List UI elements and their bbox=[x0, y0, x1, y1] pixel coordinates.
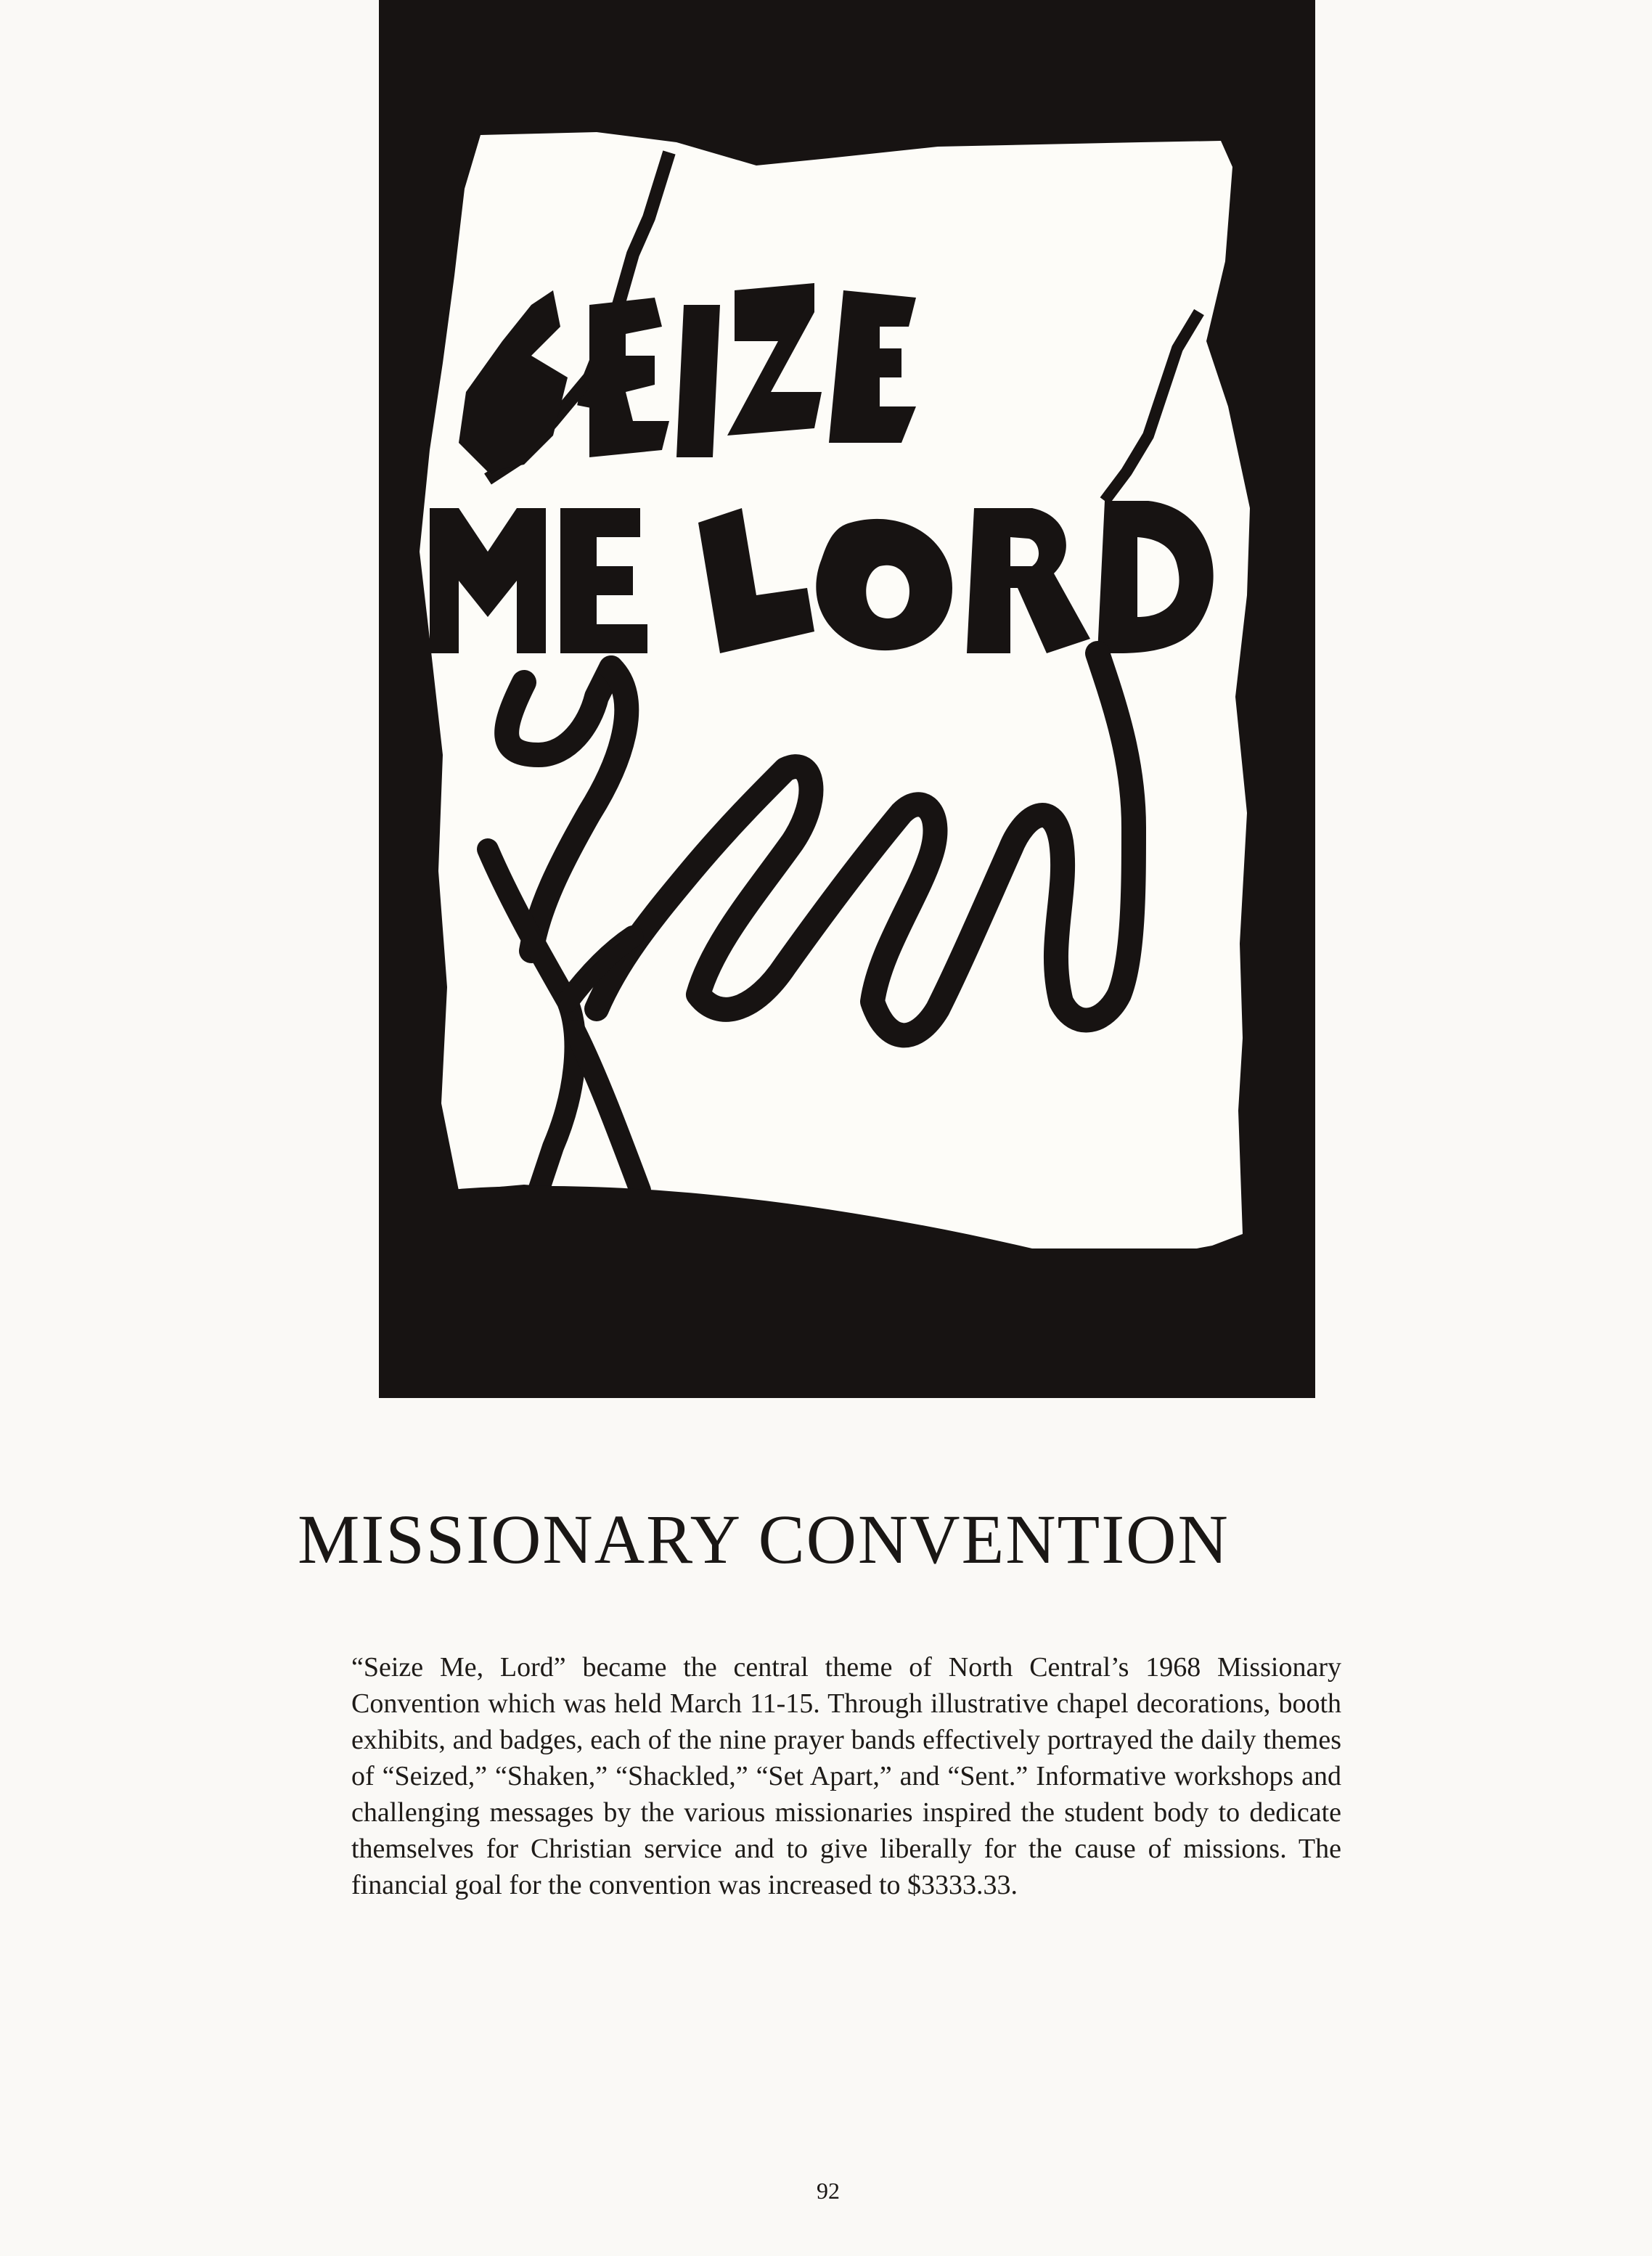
page-number: 92 bbox=[817, 2178, 840, 2204]
seize-me-lord-artwork bbox=[379, 0, 1315, 1398]
article-body: “Seize Me, Lord” became the central theme of North Central’s 1968 Missionary Convention which was held March 11-15. Through illustrative chapel decorations, booth exhibits, and badges, each of the nine prayer bands effectively portrayed the daily themes of “Seized,” “Shaken,” “Shackled,” “Set Apart,” and “Sent.” Informative workshops and challenging messages by the various missionaries inspired the student body to dedicate themselves for Christian service and to give liberally for the cause of missions. The financial goal for the convention was increased to $3333.33. bbox=[351, 1652, 1341, 1900]
poster-illustration bbox=[379, 0, 1315, 1398]
page-title: MISSIONARY CONVENTION bbox=[298, 1500, 1230, 1578]
